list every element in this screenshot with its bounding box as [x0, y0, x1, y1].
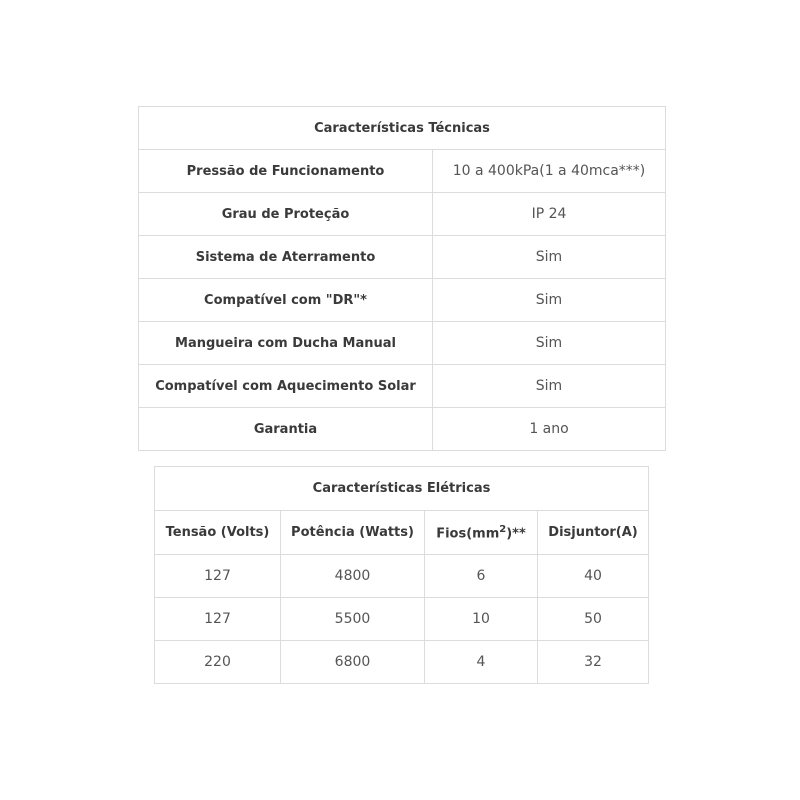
table-header-row — [155, 511, 649, 555]
cell-wires: 6 — [425, 555, 538, 598]
table-row — [139, 365, 666, 408]
row-label: Compatível com Aquecimento Solar — [139, 365, 433, 408]
wires-header-suffix: )** — [506, 526, 526, 542]
row-label: Sistema de Aterramento — [139, 236, 433, 279]
technical-table-title: Características Técnicas — [139, 107, 666, 150]
cell-voltage: 127 — [155, 598, 281, 641]
row-label: Grau de Proteção — [139, 193, 433, 236]
table-row — [139, 150, 666, 193]
cell-wires: 10 — [425, 598, 538, 641]
row-value: Sim — [433, 365, 666, 408]
row-value: Sim — [433, 236, 666, 279]
electrical-characteristics-table — [154, 466, 649, 684]
cell-power: 4800 — [281, 555, 425, 598]
row-value: 10 a 400kPa(1 a 40mca***) — [433, 150, 666, 193]
table-row — [139, 236, 666, 279]
table-row — [139, 408, 666, 451]
row-label: Compatível com "DR"* — [139, 279, 433, 322]
table-row — [139, 279, 666, 322]
row-label: Garantia — [139, 408, 433, 451]
table-row — [155, 555, 649, 598]
cell-power: 5500 — [281, 598, 425, 641]
cell-voltage: 127 — [155, 555, 281, 598]
electrical-table-title: Características Elétricas — [155, 467, 649, 511]
row-value: Sim — [433, 322, 666, 365]
cell-power: 6800 — [281, 641, 425, 684]
column-header-voltage: Tensão (Volts) — [155, 511, 281, 555]
table-row — [139, 193, 666, 236]
column-header-breaker: Disjuntor(A) — [538, 511, 649, 555]
table-title-row — [139, 107, 666, 150]
technical-characteristics-table — [138, 106, 666, 451]
cell-breaker: 40 — [538, 555, 649, 598]
row-value: IP 24 — [433, 193, 666, 236]
cell-voltage: 220 — [155, 641, 281, 684]
column-header-power: Potência (Watts) — [281, 511, 425, 555]
table-title-row — [155, 467, 649, 511]
wires-header-prefix: Fios(mm — [436, 526, 500, 542]
row-value: 1 ano — [433, 408, 666, 451]
row-value: Sim — [433, 279, 666, 322]
wires-header-superscript: 2 — [499, 523, 507, 535]
table-row — [139, 322, 666, 365]
row-label: Pressão de Funcionamento — [139, 150, 433, 193]
row-label: Mangueira com Ducha Manual — [139, 322, 433, 365]
cell-breaker: 32 — [538, 641, 649, 684]
column-header-wires — [425, 511, 538, 555]
cell-breaker: 50 — [538, 598, 649, 641]
table-row — [155, 641, 649, 684]
table-row — [155, 598, 649, 641]
cell-wires: 4 — [425, 641, 538, 684]
